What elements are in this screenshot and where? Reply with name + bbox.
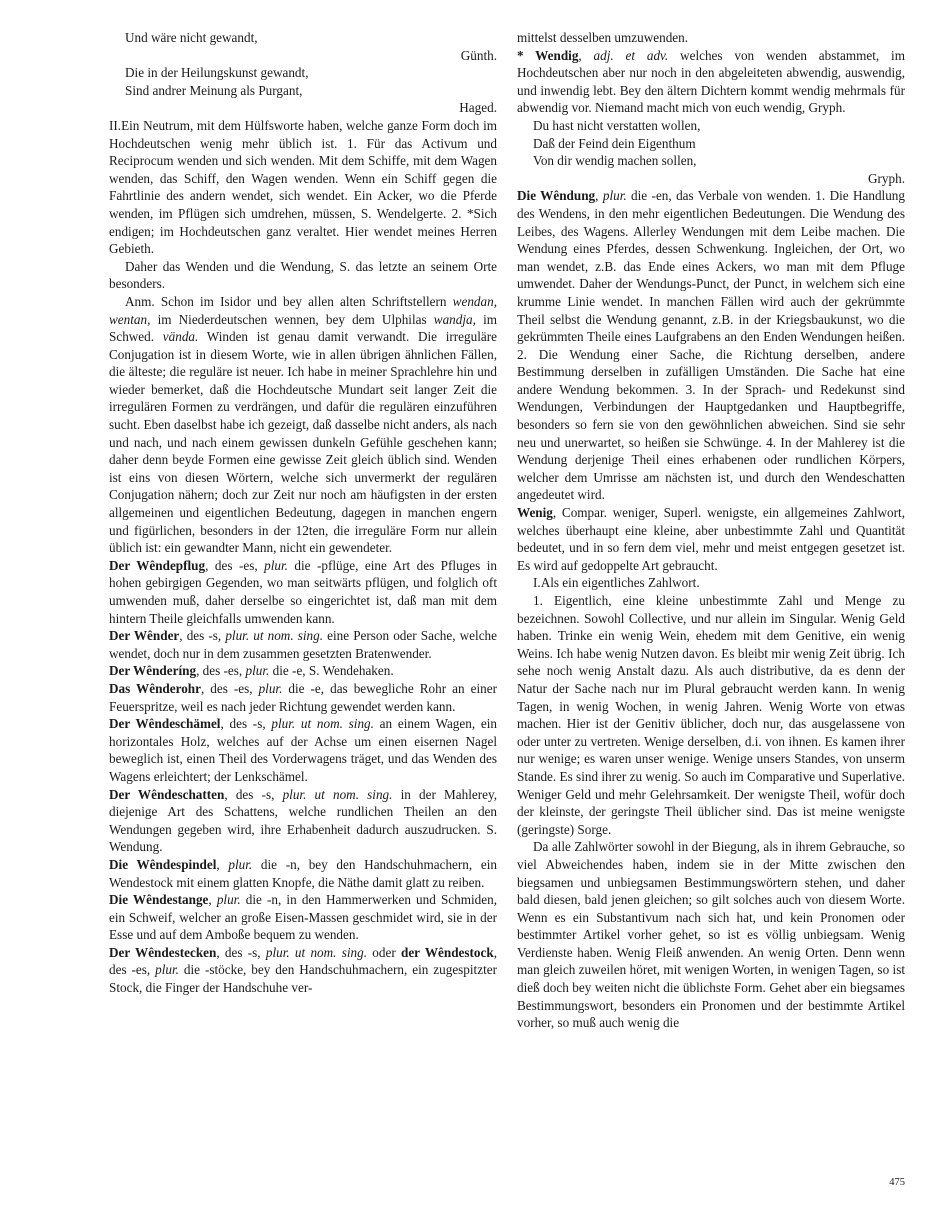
headword: Die Wêndespindel [109,856,217,872]
entry-text: , [208,892,217,908]
entry-wenderohr [109,680,497,715]
entry-text: , des -es, [196,663,246,679]
verse-attribution: Gryph. [868,170,905,186]
section-heading: I.Als ein eigentliches Zahlwort. [533,575,700,591]
verse-line: Du hast nicht verstatten wollen, [533,117,701,133]
anm-italic: vända. [162,329,199,345]
entry-text: oder [367,944,401,960]
entry-text: die -pflüge, eine Art des Pfluges in hohen gebirgigen Gegenden, wo man seitwärts pflügen, und folglich oft umwenden muß, daher derselbe so eingerichtet ist, daß man mit dem hintern Theile gleichfalls umwenden kann. [109,557,497,626]
entry-text: , des -es, [205,557,265,573]
paragraph-daher: Daher das Wenden und die Wendung, S. das letzte an seinem Orte besonders. [109,258,497,292]
headword: Der Wênder [109,628,180,644]
grammar-note: plur. [602,188,627,204]
continuation-line: mittelst desselben umzuwenden. [517,30,689,45]
right-column [517,29,905,1032]
verse-line: Die in der Heilungskunst gewandt, [125,65,309,81]
entry-text: die -e, das bewegliche Rohr an einer Feuerspritze, weil es nach jeder Richtung gewendet werden kann. [109,680,497,714]
grammar-note: plur. ut nom. sing. [225,628,324,644]
entry-text: an einem Wagen, ein horizontales Holz, welches auf der Achse um einen eisernen Nagel beweglich ist, einen Theil des Vorderwagens träget, und das Wenden des Wagens erleichtert; der Lenkschämel. [109,716,497,784]
anm-text: Anm. Schon im Isidor und bey allen alten Schriftstellern [125,293,453,309]
entry-wendespindel [109,856,497,891]
entry-text: , des -s, [224,786,283,802]
entry-text: die -n, bey den Handschuhmachern, ein Wendestock mit einem glatten Knopfe, die Näthe damit glatt zu reiben. [109,856,498,890]
anm-text: im Schwed. [109,311,497,345]
grammar-note: plur. [264,557,288,573]
entry-text: welches von wenden abstammet, im Hochdeutschen aber nur noch in den abgeleiteten abwendig, auswendig, und inwendig lebt. Bey den ältern Dichtern kommt wendig mehrmals für abwendig vor. Niemand macht mich von euch wendig, Gryph. [517,47,905,116]
headword: Der Wêndepflug [109,557,206,573]
headword: Das Wênderohr [109,680,201,696]
entry-text: , des -es, [200,680,259,696]
grammar-note: plur. ut nom. sing. [282,786,393,802]
entry-text: , des -s, [179,628,226,644]
grammar-note: plur. [245,663,270,679]
entry-text: , des -s, [216,944,266,960]
entry-text: , [595,188,603,204]
entry-text: in der Mahlerey, diejenige Art des Schattens, welche rundlichen Theilen an den Wendungen gegeben wird, ihre Erhabenheit dadurch auszudrucken. S. Wendung. [109,786,497,855]
paragraph-neutrum: II.Ein Neutrum, mit dem Hülfsworte haben, welche ganze Form doch im Hochdeutschen wenig mehr üblich ist. 1. Für das Activum und Reciprocum wenden und sich wenden. Mit dem Schiffe, mit dem Wagen wenden, das Schiff, den Wagen wenden. Wenn ein Schiff gegen die Fahrtlinie des andern wendet, sich wendet. Ein Acker, wo die Pferde wenden, im Pflügen sich umdrehen, müssen, S. Wendelgerte. 2. *Sich endigen; im Hochdeutschen ganz veraltet. Hier wendet meines Herren Gebieth. [109,117,497,257]
headword: Der Wêndestecken [109,944,217,960]
entry-wendering [109,662,497,680]
entry-wendeschatten [109,786,497,856]
entry-wendung [517,187,905,504]
entry-text: die -e, S. Wendehaken. [269,663,394,679]
entry-wendepflug [109,557,497,627]
verse-line: Daß der Feind dein Eigenthum [533,135,696,151]
entry-text: , [216,856,229,872]
paragraph-anmerkung [109,293,497,557]
grammar-note: plur. ut nom. sing. [265,944,368,960]
verse-attribution: Günth. [460,47,497,63]
verse-line: Und wäre nicht gewandt, [125,30,258,45]
entry-wendeschaemel [109,715,497,785]
left-column [109,29,497,997]
grammar-note: adj. et adv. [593,47,669,63]
entry-wendestecken [109,944,497,997]
entry-wendig [517,47,905,117]
verse-line: Von dir wendig machen sollen, [533,153,697,169]
entry-wenig [517,504,905,574]
paragraph-zahlwoerter: Da alle Zahlwörter sowohl in der Biegung, als in ihrem Gebrauche, so viel Abweichendes haben, indem sie in der Mitte zwischen den biegsamen und unbiegsamen Bestimmungswörtern stehen, und daher bald diesen, bald jenen gleichen; so gilt solches auch von diesem Worte. Wenn es ein Substantivum nach sich hat, und kein Pronomen oder bestimmter Artikel vorher gehet, so ist es völlig unbiegsam. Wenig Verdienste haben. Wenig Fleiß anwenden. An wenig Orten. Denn wenn man gleich zuweilen höret, mit wenigen Worten, in wenigen Tagen, so ist dieß doch bey weiten nicht die üblichste Form. Gehet aber ein biegsames Bestimmungswort, besonders ein Pronomen und der bestimmte Artikel vorher, so muß auch wenig die [517,839,905,1031]
entry-wender [109,627,497,662]
headword: Der Wêndeschämel [109,716,221,732]
entry-wendestange [109,891,497,944]
anm-italic: wandja, [433,311,476,327]
entry-text: , des -es, [109,944,497,978]
verse-line: Sind andrer Meinung als Purgant, [125,82,303,98]
headword: Der Wêndeschatten [109,786,225,802]
headword: Wenig [517,505,553,521]
grammar-note: plur. [228,856,253,872]
grammar-note: plur. [258,680,283,696]
entry-text: eine Person oder Sache, welche wendet, doch nur in dem zusammen gesetzten Bratenwender. [109,628,497,661]
entry-text: die -stöcke, bey den Handschuhmachern, ein zugespitzter Stock, die Finger der Handschuhe ver- [109,962,497,996]
headword: * Wendig [517,47,579,63]
grammar-note: plur. [216,892,241,908]
entry-text: , Compar. weniger, Superl. wenigste, ein allgemeines Zahlwort, welches überhaupt eine kleine, aber unbestimmte Zahl und Quantität bedeutet, und in so fern dem viel, mehr und meist entgegen gesetzet ist. Es wird auf gedoppelte Art gebraucht. [517,505,905,573]
headword: Die Wêndung [517,188,596,204]
headword: der Wêndestock [400,944,494,960]
headword: Der Wênderíng [109,663,197,679]
entry-text: die -en, das Verbale von wenden. 1. Die Handlung des Wendens, in den mehr eigentlichen Bedeutungen. Die Wendung des Leibes, des Wagens. Allerley Wendungen mit dem Leibe machen. Die Wendung eines Pferdes, dessen Schwenkung. Ingleichen, der Ort, wo man wendet, z.B. das Ende eines Ackers, wo man mit dem Pfluge umwendet. Daher der Wendungs-Punct, der Punct, in welchem sich eine krumme Linie wendet. In manchen Fällen wird auch der gekrümmte Theil selbst die Wendung genannt, z.B. in der Kriegsbaukunst, wo die gekrümmten Theile eines Laufgrabens an den Enden Wendungen heißen. 2. Die Wendung einer Sache, die Richtung derselben, andere Bestimmung derselben in zufälligen Umständen. Die Sache hat eine andere Wendung bekommen. 3. In der Sprach- und Redekunst sind Wendungen, Verbindungen der Hauptgedanken und Hauptbegriffe, besonders so fern sie von den gewöhnlichen abweichen. Sind sie sehr neu und unerwartet, so heißen sie Schwünge. 4. In der Mahlerey ist die Wendung derjenige Theil eines erhabenen oder rundlichen Körpers, welcher dem Umrisse am nächsten ist, und durch den Wendeschatten angedeutet wird. [517,188,905,503]
grammar-note: plur. ut nom. sing. [271,716,374,732]
headword: Die Wêndestange [109,892,209,908]
anm-italic: wendan, wentan, [109,293,497,327]
entry-text: , [578,47,594,63]
anm-text: Winden ist genau damit verwandt. Die irreguläre Conjugation ist in diesem Worte, wie in allen übrigen ähnlichen Fällen, die älteste; die reguläre ist neuer. Ich habe in meiner Sprachlehre hin und wieder bemerket, daß die Hochdeutsche Mundart seit langer Zeit die irregulären Formen zu verdrängen, und dafür die regulären einzuführen sucht. Eben daselbst habe ich gezeigt, daß dasselbe nicht anders, als nach und nach, und nach einem gewissen dunkeln Gefühle geschehen kann; daher denn beyde Formen eine gewisse Zeit gleich üblich sind. Wenden ist eins von diesen Wörtern, welche sich unvermerkt der regulären Conjugation nähern; doch zur Zeit nur noch am häufigsten in der ersten allgemeinen und eigentlichen Bedeutung, dagegen in manchen engern und figürlichen, besonders in der 12ten, die irreguläre Form nur allein üblich ist: ein gewandter Mann, nicht ein gewendeter. [109,329,497,556]
page-number: 475 [889,1177,905,1188]
paragraph-wenig-1: 1. Eigentlich, eine kleine unbestimmte Zahl und Menge zu bezeichnen. Sowohl Collective, und nur allein im Singular. Wenig Geld haben. Trinke ein wenig Wein, ehedem mit dem Genitive, ein wenig Weins. Ich habe wenig Nutzen davon. Es bleibt mir wenig Zeit übrig. Ich sehe noch wenig Anstalt dazu. Als auch distributive, da es denn der Natur der Sache nach nur im Plural gebraucht werden kann. In wenig Tagen, in wenig Wochen, in wenig Jahren. Wenig Worte von etwas machen. Hier ist der Genitiv üblicher, doch nur, das ausgelassene von oder unter zu vertreten. Wenige derselben, d.i. von ihnen. Es kamen ihrer nur wenige; es waren unser wenige. Wenige unsers Standes, von unserm Stande. Es sind ihrer zu wenig. So auch im Comparative und Superlative. Weniger Geld und mehr Gelehrsamkeit. Der wenigste Theil, wofür doch der kleinste, der geringste Theil üblicher sind. Das ist meine wenigste (geringste) Sorge. [517,593,905,837]
grammar-note: plur. [155,962,179,978]
entry-text: , des -s, [220,716,272,732]
entry-text: die -n, in den Hammerwerken und Schmiden, ein Schweif, welcher an große Eisen-Massen geschmidet wird, sie in der Esse und auf dem Amboße bequem zu wenden. [109,892,498,943]
verse-attribution: Haged. [459,100,497,116]
anm-text: im Niederdeutschen wennen, bey dem Ulphilas [150,311,434,327]
